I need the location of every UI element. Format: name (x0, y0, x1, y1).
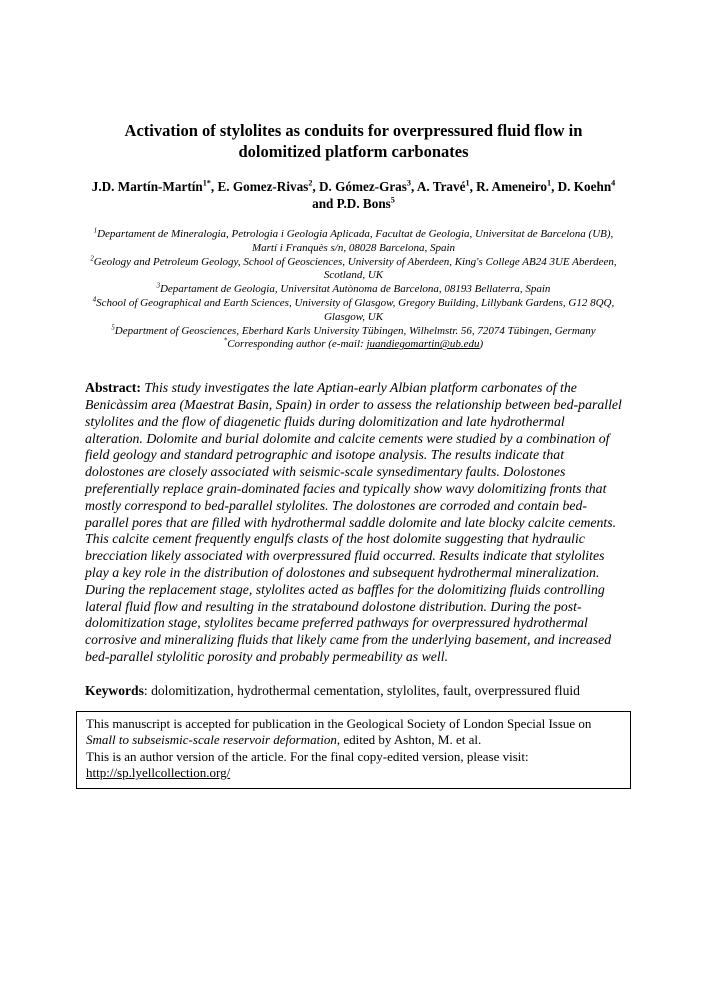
affiliation-ref: 1* (202, 178, 211, 188)
lyell-collection-link[interactable]: http://sp.lyellcollection.org/ (86, 765, 231, 781)
affiliation: $^3$Departament de Geologia, Universitat Autònoma de Barcelona, 08193 Bellaterra, Spain (156, 282, 551, 296)
affiliation-list (85, 228, 622, 352)
paper-title: Activation of stylolites as conduits for overpressured fluid flow in dolomitized platform carbonates (124, 121, 583, 161)
affiliation-ref: 3 (406, 178, 411, 188)
author: A. Travé$^1$, (416, 178, 477, 194)
notice-line-1: This manuscript is accepted for publication in the Geological Society of London Special Issue on Small to subseismic-scale reservoir deformation, edited by Ashton, M. et al. (86, 715, 592, 748)
corresponding-email-link[interactable]: juandiegomartin@ub.edu (366, 338, 480, 351)
affiliation-ref: 1 (465, 178, 470, 188)
author: P.D. Bons$^5$ (336, 195, 395, 211)
keywords-label: Keywords (85, 682, 144, 698)
affiliation-ref: 2 (308, 178, 313, 188)
author: J.D. Martín-Martín$^{1*}$, (91, 178, 218, 194)
notice-line-2: This is an author version of the article. For the final copy-edited version, please visit: http://sp.lyellcollection.org/ (86, 748, 529, 781)
affiliation: $^4$School of Geographical and Earth Sciences, University of Glasgow, Gregory Building, Lillybank Gardens, G12 8QQ, Glasgow, UK (92, 296, 615, 323)
affiliation: $^5$Department of Geosciences, Eberhard Karls University Tübingen, Wilhelmstr. 56, 72074 Tübingen, Germany (111, 323, 596, 337)
author: R. Ameneiro$^1$, (476, 178, 558, 194)
abstract (85, 380, 622, 666)
author: D. Koehn$^4$ and (312, 178, 616, 211)
affiliation-ref: 4 (611, 178, 616, 188)
author: E. Gomez-Rivas$^2$, (217, 178, 320, 194)
affiliation-ref: 5 (390, 195, 395, 205)
keywords (85, 682, 622, 699)
corresponding-author-line: *Corresponding author (e-mail: juandiegomartin@ub.edu) (223, 337, 484, 351)
keywords-text: : dolomitization, hydrothermal cementation, stylolites, fault, overpressured fluid (143, 682, 580, 698)
affiliation: $^2$Geology and Petroleum Geology, School of Geosciences, University of Aberdeen, King's College AB24 3UE Aberdeen, Scotland, UK (90, 254, 617, 282)
special-issue-title: Small to subseismic-scale reservoir deformation (86, 732, 337, 748)
affiliation: $^1$Departament de Mineralogia, Petrologia i Geologia Aplicada, Facultat de Geologia, Universitat de Barcelona (UB), Martí i Franquès s/n, 08028 Barcelona, Spain (93, 227, 614, 254)
abstract-text: This study investigates the late Aptian-early Albian platform carbonates of the Benicàssim area (Maestrat Basin, Spain) in order to assess the relationship between bed-parallel stylolites and the flow of diagenetic fluids during dolomitization and late hydrothermal alteration. Dolomite and burial dolomite and calcite cements were studied by a combination of field geology and standard petrographic and isotope analysis. The results indicate that dolostones are closely associated with seismic-scale synsedimentary faults. Dolostones preferentially replace grain-dominated facies and typically show wavy dolomitizing fronts that mostly correspond to bed-parallel stylolites. The dolostones are corroded and contain bed-parallel pores that are filled with hydrothermal saddle dolomite and late blocky calcite cements. This calcite cement frequently engulfs clasts of the host dolomite suggesting that hydraulic brecciation likely associated with overpressured fluid occurred. Results indicate that stylolites play a key role in the distribution of dolostones and subsequent hydrothermal mineralization. During the replacement stage, stylolites acted as baffles for the dolomitizing fluids controlling lateral fluid flow and resulting in the stratabound dolostone distribution. During the post-dolomitization stage, stylolites became preferred pathways for overpressured hydrothermal corrosive and mineralizing fluids that likely came from the underlying basement, and increased bed-parallel stylolitic porosity and probably permeability as well. (85, 380, 622, 664)
author: D. Gómez-Gras$^3$, (319, 178, 417, 194)
abstract-label: Abstract: (85, 380, 141, 396)
affiliation-ref: 1 (546, 178, 552, 188)
publication-notice-box (76, 711, 631, 789)
author-list (85, 178, 622, 212)
